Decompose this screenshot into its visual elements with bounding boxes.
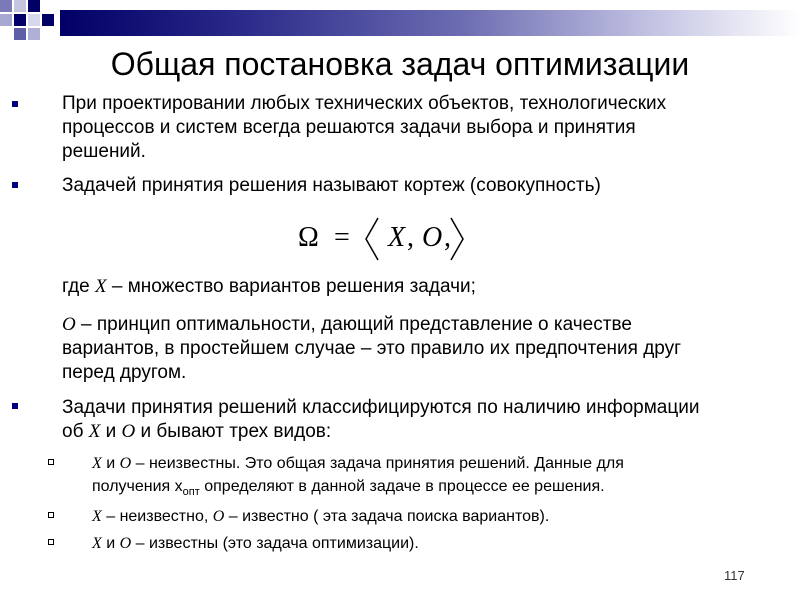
text-fragment: и xyxy=(101,455,120,472)
text-line: процессов и систем всегда решаются задачи выбора и принятия xyxy=(62,117,636,138)
header-gradient-bar xyxy=(60,10,800,36)
formula-x: X xyxy=(388,222,406,253)
text-line: При проектировании любых технических объектов, технологических xyxy=(62,93,667,114)
formula-comma: , xyxy=(407,222,414,253)
text-line xyxy=(62,420,699,444)
formula-equals: = xyxy=(334,222,350,253)
sub-bullet-marker xyxy=(48,539,54,545)
bullet-text xyxy=(62,396,699,444)
o-definition xyxy=(62,313,681,385)
text-fragment: где xyxy=(62,276,96,297)
formula-comma: , xyxy=(444,222,451,253)
slide-title: Общая постановка задач оптимизации xyxy=(110,46,690,82)
formula-omega: Ω xyxy=(298,222,319,253)
sub-bullet-marker xyxy=(48,512,54,518)
text-line: Задачи принятия решений классифицируются по наличию информации xyxy=(62,397,700,418)
var-x: X xyxy=(92,535,102,552)
deco-square xyxy=(0,14,12,26)
text-line xyxy=(92,475,624,504)
sub-item xyxy=(92,505,549,528)
angle-brackets xyxy=(298,214,468,264)
text-fragment: и xyxy=(100,421,122,442)
sub-bullet-marker xyxy=(48,459,54,465)
var-x: X xyxy=(92,508,102,525)
text-fragment: – известны (это задача оптимизации). xyxy=(131,535,419,552)
text-line: Задачей принятия решения называют кортеж (совокупность) xyxy=(62,175,601,196)
deco-square xyxy=(42,14,54,26)
var-o: O xyxy=(121,421,136,442)
text-line xyxy=(92,452,624,475)
deco-square xyxy=(14,28,26,40)
text-line: перед другом. xyxy=(62,362,187,383)
bullet-marker xyxy=(12,182,18,188)
bullet-text xyxy=(62,174,601,198)
text-fragment: – известно ( эта задача поиска вариантов). xyxy=(224,508,550,525)
deco-square xyxy=(14,14,26,26)
deco-square xyxy=(0,0,12,12)
text-fragment: – принцип оптимальности, дающий представление о качестве xyxy=(75,314,632,335)
deco-square xyxy=(28,14,40,26)
text-fragment: получения x xyxy=(92,478,183,495)
deco-square xyxy=(14,0,26,12)
sub-item xyxy=(92,452,624,504)
var-x: X xyxy=(92,455,102,472)
deco-square xyxy=(28,28,40,40)
subscript: опт xyxy=(182,486,200,499)
text-line: вариантов, в простейшем случае – это правило их предпочтения друг xyxy=(62,338,682,359)
text-line: решений. xyxy=(62,141,146,162)
bullet-marker xyxy=(12,403,18,409)
var-o: O xyxy=(62,314,76,335)
text-fragment: и xyxy=(101,535,120,552)
text-line xyxy=(62,313,681,337)
where-x-line xyxy=(62,275,476,299)
sub-item xyxy=(92,532,419,555)
bullet-text xyxy=(62,92,666,164)
var-o: O xyxy=(212,508,225,525)
text-fragment: – неизвестно, xyxy=(101,508,213,525)
formula-o: O xyxy=(422,222,443,253)
text-fragment: – неизвестны. Это общая задача принятия решений. Данные для xyxy=(131,455,624,472)
text-fragment: определяют в данной задаче в процессе ее решения. xyxy=(199,478,605,495)
deco-square xyxy=(28,0,40,12)
var-o: O xyxy=(119,455,132,472)
text-fragment: об xyxy=(62,421,89,442)
var-x: X xyxy=(95,276,107,297)
bullet-marker xyxy=(12,101,18,107)
text-fragment: – множество вариантов решения задачи; xyxy=(106,276,476,297)
text-fragment: и бывают трех видов: xyxy=(135,421,332,442)
var-x: X xyxy=(88,421,101,442)
page-number: 117 xyxy=(724,568,745,583)
var-o: O xyxy=(119,535,132,552)
